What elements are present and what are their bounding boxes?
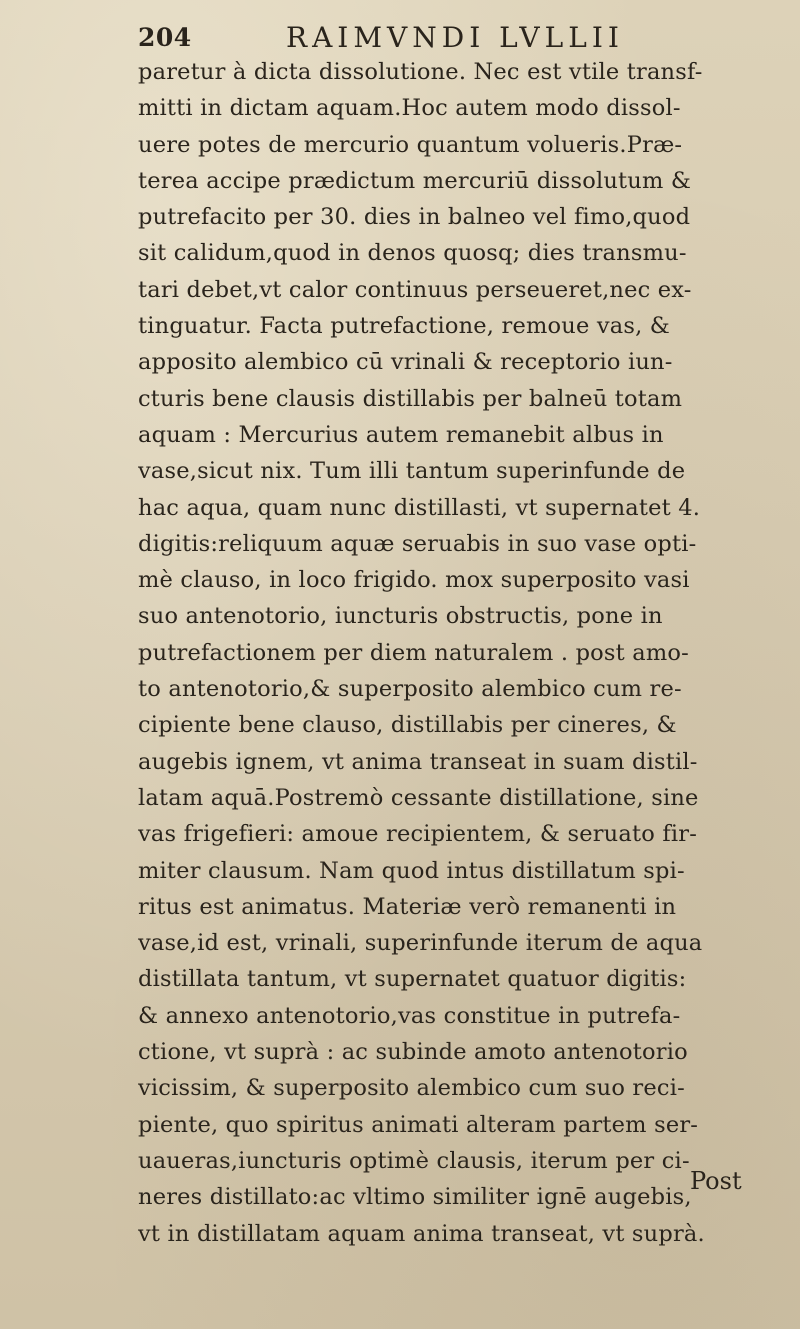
text-line: paretur à dicta dissolutione. Nec est vtile transf- bbox=[138, 59, 703, 85]
text-line: to antenotorio,& superposito alembico cum re- bbox=[138, 676, 682, 703]
catchword: Post bbox=[690, 1167, 742, 1195]
text-line: apposito alembico cū vrinali & receptorio iun- bbox=[138, 349, 673, 376]
text-line: tinguatur. Facta putrefactione, remoue vas, & bbox=[138, 313, 671, 340]
text-line: ritus est animatus. Materiæ verò remanenti in bbox=[138, 893, 677, 920]
text-line: mè clauso, in loco frigido. mox superposito vasi bbox=[138, 567, 690, 594]
text-line: uaueras,iuncturis optimè clausis, iterum per ci- bbox=[138, 1147, 690, 1174]
text-line: vicissim, & superposito alembico cum suo reci- bbox=[138, 1075, 685, 1102]
body-text bbox=[138, 54, 766, 1252]
page-number: 204 bbox=[138, 23, 192, 52]
text-line: augebis ignem, vt anima transeat in suam distil- bbox=[138, 748, 698, 775]
text-line: putrefacito per 30. dies in balneo vel fimo,quod bbox=[138, 204, 691, 231]
text-line: aquam : Mercurius autem remanebit albus in bbox=[138, 421, 664, 448]
text-line: miter clausum. Nam quod intus distillatum spi- bbox=[138, 857, 685, 884]
text-line: sit calidum,quod in denos quosq; dies transmu- bbox=[138, 240, 687, 267]
text-line: neres distillato:ac vltimo similiter ignē augebis, bbox=[138, 1184, 692, 1211]
text-line: tari debet,vt calor continuus perseueret,nec ex- bbox=[138, 276, 692, 303]
text-line: digitis:reliquum aquæ seruabis in suo vase opti- bbox=[138, 530, 697, 557]
text-line: uere potes de mercurio quantum volueris.Præ- bbox=[138, 131, 683, 158]
text-line: terea accipe prædictum mercuriū dissolutum & bbox=[138, 167, 692, 194]
text-line: & annexo antenotorio,vas constitue in putrefa- bbox=[138, 1002, 681, 1029]
text-line: cturis bene clausis distillabis per balneū totam bbox=[138, 385, 683, 412]
text-line: vas frigefieri: amoue recipientem, & seruato fir- bbox=[138, 821, 697, 848]
running-head: RAIMVNDI LVLLII bbox=[286, 21, 624, 54]
text-line: latam aquā.Postremò cessante distillatione, sine bbox=[138, 784, 699, 811]
text-line: distillata tantum, vt supernatet quatuor digitis: bbox=[138, 966, 687, 993]
text-line: vt in distillatam aquam anima transeat, vt suprà. bbox=[138, 1220, 705, 1247]
text-line: hac aqua, quam nunc distillasti, vt supernatet 4. bbox=[138, 494, 701, 521]
text-line: ctione, vt suprà : ac subinde amoto antenotorio bbox=[138, 1039, 688, 1066]
text-line: suo antenotorio, iuncturis obstructis, pone in bbox=[138, 603, 663, 630]
text-line: vase,id est, vrinali, superinfunde iterum de aqua bbox=[138, 930, 703, 957]
page-header bbox=[138, 18, 778, 58]
text-line: vase,sicut nix. Tum illi tantum superinfunde de bbox=[138, 458, 686, 485]
text-line: mitti in dictam aquam.Hoc autem modo dissol- bbox=[138, 95, 681, 122]
text-line: putrefactionem per diem naturalem . post amo- bbox=[138, 639, 689, 666]
text-line: piente, quo spiritus animati alteram partem ser- bbox=[138, 1111, 699, 1138]
text-line: cipiente bene clauso, distillabis per cineres, & bbox=[138, 712, 677, 739]
